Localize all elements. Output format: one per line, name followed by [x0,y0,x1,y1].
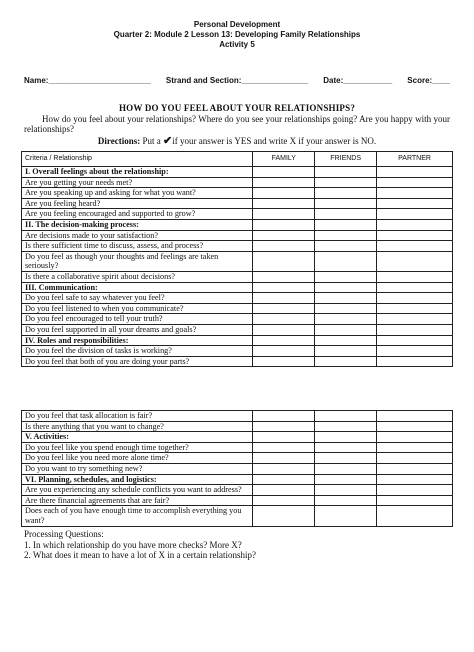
friends-answer-cell[interactable] [315,251,377,271]
friends-answer-cell[interactable] [315,293,377,304]
partner-answer-cell [377,219,453,230]
processing-question-1: 1. In which relationship do you have more checks? More X? [24,539,242,550]
friends-answer-cell[interactable] [315,198,377,209]
family-answer-cell[interactable] [253,411,315,422]
criteria-cell: Do you feel listened to when you communicate? [22,303,253,314]
criteria-cell: Are you feeling heard? [22,198,253,209]
friends-answer-cell[interactable] [315,177,377,188]
partner-answer-cell [377,335,453,346]
directions [24,136,450,147]
partner-answer-cell[interactable] [377,495,453,506]
subject-title: Personal Development [193,20,281,29]
section-heading: IV. Roles and responsibilities: [22,335,253,346]
friends-answer-cell[interactable] [315,442,377,453]
section-heading: V. Activities: [22,432,253,443]
intro-question: How do you feel about your relationships? Where do you see your relationships going? Are you happy with your relationships? [24,113,450,134]
table-row [22,271,453,282]
partner-answer-cell[interactable] [377,241,453,252]
partner-answer-cell[interactable] [377,463,453,474]
table-row [22,485,453,496]
table-row [22,463,453,474]
relationship-table-part2 [21,410,453,527]
partner-answer-cell[interactable] [377,314,453,325]
criteria-cell: Do you feel that both of you are doing your parts? [22,356,253,367]
family-answer-cell[interactable] [253,177,315,188]
relationship-table-part1 [21,151,453,367]
table-row [22,188,453,199]
directions-label: Directions: [97,135,141,146]
section-heading: I. Overall feelings about the relationship: [22,167,253,178]
partner-answer-cell[interactable] [377,303,453,314]
section-row [22,432,453,443]
section-row [22,167,453,178]
friends-header: FRIENDS [315,152,377,167]
family-answer-cell [253,167,315,178]
criteria-cell: Are you getting your needs met? [22,177,253,188]
friends-answer-cell[interactable] [315,188,377,199]
friends-answer-cell[interactable] [315,453,377,464]
criteria-cell: Are there financial agreements that are fair? [22,495,253,506]
table-row [22,356,453,367]
table-row [22,209,453,220]
partner-answer-cell[interactable] [377,198,453,209]
family-answer-cell[interactable] [253,241,315,252]
activity-intro [24,103,450,146]
family-answer-cell[interactable] [253,485,315,496]
partner-answer-cell[interactable] [377,293,453,304]
criteria-header: Criteria / Relationship [22,152,253,167]
section-heading: III. Communication: [22,282,253,293]
family-answer-cell[interactable] [253,198,315,209]
friends-answer-cell[interactable] [315,346,377,357]
section-heading: VI. Planning, schedules, and logistics: [22,474,253,485]
family-answer-cell[interactable] [253,324,315,335]
friends-answer-cell[interactable] [315,506,377,526]
family-answer-cell[interactable] [253,314,315,325]
criteria-cell: Do you feel the division of tasks is working? [22,346,253,357]
friends-answer-cell[interactable] [315,314,377,325]
table-row [22,303,453,314]
friends-answer-cell [315,219,377,230]
family-answer-cell[interactable] [253,463,315,474]
table-row [22,453,453,464]
family-answer-cell[interactable] [253,303,315,314]
criteria-cell: Are you experiencing any schedule conflicts you want to address? [22,485,253,496]
friends-answer-cell[interactable] [315,485,377,496]
table-row [22,293,453,304]
document-header [0,20,474,50]
criteria-cell: Do you feel as though your thoughts and feelings are taken seriously? [22,251,253,271]
activity-heading: HOW DO YOU FEEL ABOUT YOUR RELATIONSHIPS? [118,103,356,113]
family-answer-cell[interactable] [253,421,315,432]
friends-answer-cell[interactable] [315,230,377,241]
partner-answer-cell[interactable] [377,177,453,188]
student-info-row [24,76,450,85]
family-answer-cell [253,282,315,293]
friends-answer-cell[interactable] [315,241,377,252]
partner-answer-cell[interactable] [377,485,453,496]
table-row [22,251,453,271]
strand-section-field[interactable]: Strand and Section:_______________ [165,76,309,85]
table-row [22,421,453,432]
processing-title: Processing Questions: [24,529,104,539]
section-row [22,474,453,485]
partner-answer-cell [377,282,453,293]
section-row [22,219,453,230]
partner-answer-cell[interactable] [377,209,453,220]
friends-answer-cell[interactable] [315,463,377,474]
friends-answer-cell [315,335,377,346]
table-row [22,314,453,325]
friends-answer-cell[interactable] [315,411,377,422]
partner-answer-cell[interactable] [377,442,453,453]
partner-answer-cell[interactable] [377,346,453,357]
criteria-cell: Do you feel encouraged to tell your truth? [22,314,253,325]
section-heading: II. The decision-making process: [22,219,253,230]
partner-answer-cell[interactable] [377,453,453,464]
partner-answer-cell[interactable] [377,324,453,335]
partner-answer-cell [377,432,453,443]
partner-answer-cell[interactable] [377,356,453,367]
friends-answer-cell[interactable] [315,421,377,432]
family-answer-cell[interactable] [253,230,315,241]
partner-answer-cell [377,474,453,485]
criteria-cell: Are you speaking up and asking for what you want? [22,188,253,199]
friends-answer-cell[interactable] [315,303,377,314]
module-title: Quarter 2: Module 2 Lesson 13: Developing Family Relationships [113,30,361,39]
table-row [22,177,453,188]
criteria-cell: Do you feel supported in all your dreams and goals? [22,324,253,335]
friends-answer-cell [315,432,377,443]
family-answer-cell[interactable] [253,251,315,271]
criteria-cell: Do you feel like you need more alone time? [22,453,253,464]
partner-answer-cell[interactable] [377,411,453,422]
family-answer-cell[interactable] [253,442,315,453]
criteria-cell: Does each of you have enough time to accomplish everything you want? [22,506,253,526]
partner-answer-cell [377,167,453,178]
family-answer-cell[interactable] [253,495,315,506]
friends-answer-cell[interactable] [315,324,377,335]
family-answer-cell[interactable] [253,293,315,304]
friends-answer-cell[interactable] [315,271,377,282]
friends-answer-cell[interactable] [315,209,377,220]
friends-answer-cell [315,167,377,178]
criteria-cell: Do you feel safe to say whatever you feel? [22,293,253,304]
table-row [22,324,453,335]
friends-answer-cell [315,474,377,485]
check-mark-icon: ✔ [162,134,173,147]
family-answer-cell [253,219,315,230]
partner-answer-cell[interactable] [377,188,453,199]
family-answer-cell[interactable] [253,356,315,367]
criteria-cell: Is there a collaborative spirit about decisions? [22,271,253,282]
friends-answer-cell[interactable] [315,356,377,367]
directions-pre: Put a [140,135,163,146]
family-answer-cell[interactable] [253,188,315,199]
activity-title: Activity 5 [219,40,255,49]
family-header: FAMILY [253,152,315,167]
processing-questions [24,529,256,561]
name-field[interactable]: Name:_______________________ [24,76,151,85]
family-answer-cell[interactable] [253,209,315,220]
family-answer-cell[interactable] [253,346,315,357]
table-row [22,495,453,506]
partner-answer-cell[interactable] [377,506,453,526]
partner-answer-cell[interactable] [377,251,453,271]
friends-answer-cell [315,282,377,293]
criteria-cell: Do you feel like you spend enough time together? [22,442,253,453]
partner-header: PARTNER [377,152,453,167]
date-field[interactable]: Date:___________ [323,76,393,85]
family-answer-cell[interactable] [253,453,315,464]
table-row [22,411,453,422]
friends-answer-cell[interactable] [315,495,377,506]
partner-answer-cell[interactable] [377,230,453,241]
criteria-cell: Are you feeling encouraged and supported to grow? [22,209,253,220]
family-answer-cell [253,474,315,485]
criteria-cell: Are decisions made to your satisfaction? [22,230,253,241]
table-row [22,506,453,526]
table-row [22,241,453,252]
family-answer-cell[interactable] [253,271,315,282]
table-row [22,346,453,357]
criteria-cell: Do you feel that task allocation is fair? [22,411,253,422]
section-row [22,335,453,346]
criteria-cell: Do you want to try something new? [22,463,253,474]
partner-answer-cell[interactable] [377,271,453,282]
table-row [22,198,453,209]
table-header-row [22,152,453,167]
family-answer-cell[interactable] [253,506,315,526]
section-row [22,282,453,293]
directions-post: if your answer is YES and write X if your answer is NO. [172,135,377,146]
partner-answer-cell[interactable] [377,421,453,432]
table-row [22,442,453,453]
processing-question-2: 2. What does it mean to have a lot of X in a certain relationship? [24,550,257,561]
family-answer-cell [253,335,315,346]
score-field[interactable]: Score:____ [407,76,450,85]
criteria-cell: Is there sufficient time to discuss, assess, and process? [22,241,253,252]
table-row [22,230,453,241]
criteria-cell: Is there anything that you want to change? [22,421,253,432]
family-answer-cell [253,432,315,443]
